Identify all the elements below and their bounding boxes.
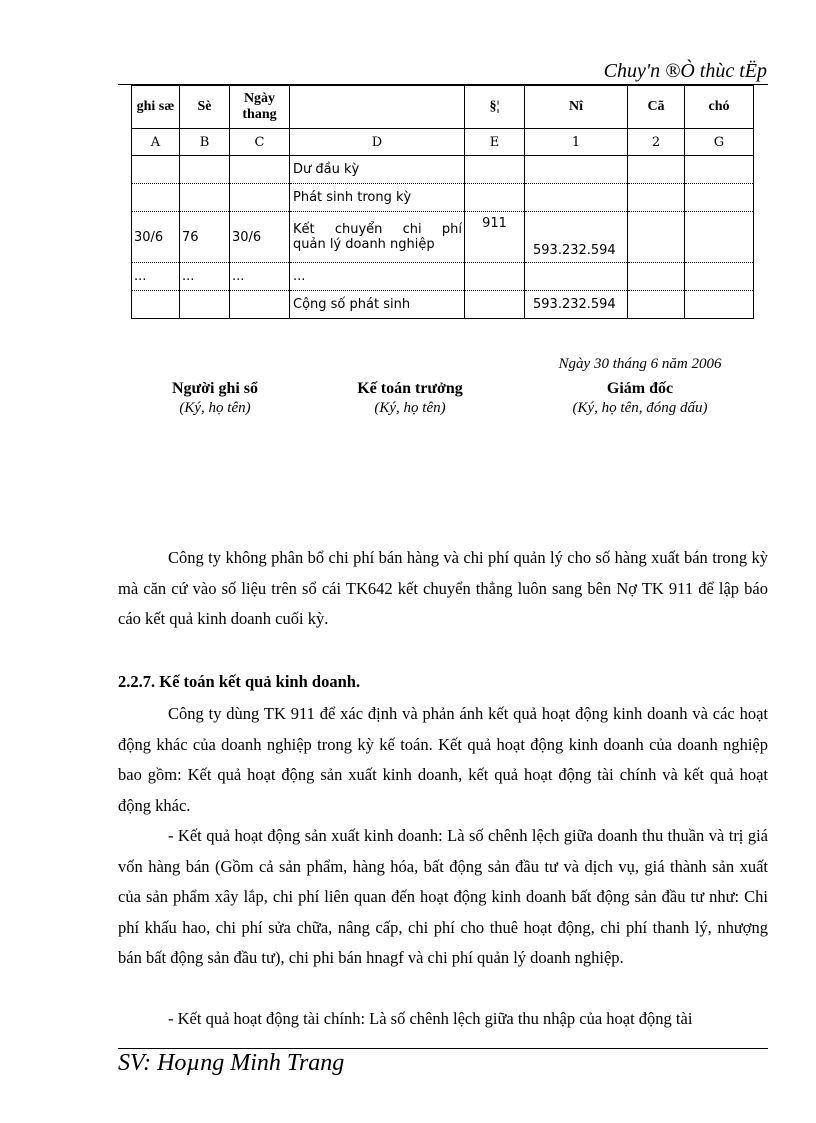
signature-note: (Ký, họ tên, đóng dấu) (572, 400, 708, 416)
col-letter: A (132, 129, 180, 156)
cell-description: ... (290, 263, 465, 291)
cell-number: 76 (180, 212, 230, 263)
cell-note (685, 184, 754, 212)
cell-credit (628, 263, 685, 291)
cell-note (685, 291, 754, 319)
description-word: chuyển (334, 222, 383, 237)
description-word: phí (441, 222, 462, 237)
cell-number (180, 156, 230, 184)
signature-block-chief-accountant (335, 380, 485, 417)
col-header-doc-date: Ngày thang (230, 86, 290, 129)
col-letter: C (230, 129, 290, 156)
cell-credit (628, 156, 685, 184)
col-letter: 1 (525, 129, 628, 156)
section-heading: 2.2.7. Kế toán kết quả kinh doanh. (118, 672, 361, 691)
cell-description: Cộng số phát sinh (290, 291, 465, 319)
cell-date: 30/6 (132, 212, 180, 263)
cell-description: Dư đầu kỳ (290, 156, 465, 184)
col-header-description (290, 86, 465, 129)
col-letter: E (465, 129, 525, 156)
cell-doc-date: ... (230, 263, 290, 291)
signature-note: (Ký, họ tên) (374, 400, 446, 416)
page-footer-author: SV: Hoµng Minh Trang (118, 1050, 345, 1076)
table-header-row (132, 86, 754, 129)
cell-date (132, 291, 180, 319)
col-header-number: Sè (180, 86, 230, 129)
cell-number (180, 291, 230, 319)
page-header-title: Chuy'n ®Ò thùc tËp (603, 60, 767, 82)
col-header-account: §¦ (465, 86, 525, 129)
cell-number (180, 184, 230, 212)
cell-account (465, 291, 525, 319)
cell-debit: 593.232.594 (525, 291, 628, 319)
cell-description: Phát sinh trong kỳ (290, 184, 465, 212)
signature-note: (Ký, họ tên) (179, 400, 251, 416)
cell-note (685, 156, 754, 184)
cell-date: ... (132, 263, 180, 291)
signature-role: Kế toán trưởng (357, 380, 463, 397)
ledger-table (131, 85, 754, 319)
table-row (132, 212, 754, 263)
col-letter: 2 (628, 129, 685, 156)
cell-account (465, 184, 525, 212)
signature-date: Ngày 30 tháng 6 năm 2006 (558, 356, 722, 372)
table-row (132, 156, 754, 184)
col-header-date: ghi sæ (132, 86, 180, 129)
column-letter-row (132, 129, 754, 156)
cell-debit (525, 156, 628, 184)
cell-doc-date (230, 291, 290, 319)
signature-block-director (540, 380, 740, 417)
col-header-debit: Nî (525, 86, 628, 129)
col-header-credit: Cã (628, 86, 685, 129)
cell-debit (525, 263, 628, 291)
cell-credit (628, 212, 685, 263)
cell-account (465, 156, 525, 184)
cell-date (132, 184, 180, 212)
cell-credit (628, 184, 685, 212)
description-line-2: quản lý doanh nghiệp (293, 237, 435, 252)
cell-note (685, 263, 754, 291)
cell-note (685, 212, 754, 263)
table-row (132, 263, 754, 291)
footer-rule (118, 1048, 768, 1049)
paragraph-tk911: Công ty dùng TK 911 để xác định và phản ánh kết quả hoạt động kinh doanh và các hoạt động khác của doanh nghiệp trong kỳ kế toán. Kết quả hoạt động kinh doanh của doanh nghiệp bao gồm: Kết quả hoạt động sản xuất kinh doanh, kết quả hoạt động tài chính và kết quả hoạt động khác. (118, 704, 768, 815)
cell-credit (628, 291, 685, 319)
cell-account (465, 263, 525, 291)
cell-doc-date: 30/6 (230, 212, 290, 263)
cell-debit (525, 184, 628, 212)
col-letter: B (180, 129, 230, 156)
cell-account: 911 (465, 212, 525, 263)
cell-description (290, 212, 465, 263)
signature-block-recorder (140, 380, 290, 417)
col-letter: G (685, 129, 754, 156)
description-word: chi (402, 222, 422, 237)
cell-date (132, 156, 180, 184)
cell-doc-date (230, 156, 290, 184)
cell-number: ... (180, 263, 230, 291)
cell-debit: 593.232.594 (525, 212, 628, 263)
col-header-note: chó (685, 86, 754, 129)
table-row (132, 184, 754, 212)
col-letter: D (290, 129, 465, 156)
paragraph-financial-result: - Kết quả hoạt động tài chính: Là số chênh lệch giữa thu nhập của hoạt động tài (168, 1009, 693, 1028)
description-word: Kết (293, 222, 315, 237)
paragraph-production-result: - Kết quả hoạt động sản xuất kinh doanh: Là số chênh lệch giữa doanh thu thuần và trị giá vốn hàng bán (Gồm cả sản phẩm, hàng hóa, bất động sản đầu tư và dịch vụ, giá thành sản xuất của sản phẩm xây lắp, chi phí liên quan đến hoạt động kinh doanh bất động sản đầu tư như: Chi phí khấu hao, chi phí sửa chữa, nâng cấp, chi phí cho thuê hoạt động, chi phí thanh lý, nhượng bán bất động sản đầu tư), chi phi bán hnagf và chi phí quản lý doanh nghiệp. (118, 826, 768, 967)
signature-role: Người ghi sổ (171, 380, 259, 397)
paragraph-allocation: Công ty không phân bổ chi phí bán hàng và chi phí quản lý cho số hàng xuất bán trong kỳ mà căn cứ vào số liệu trên sổ cái TK642 kết chuyển thẳng luôn sang bên Nợ TK 911 để lập báo cáo kết quả kinh doanh cuối kỳ. (118, 548, 768, 628)
description-line-1 (293, 222, 462, 237)
signature-role: Giám đốc (606, 380, 674, 397)
table-row-total (132, 291, 754, 319)
cell-doc-date (230, 184, 290, 212)
